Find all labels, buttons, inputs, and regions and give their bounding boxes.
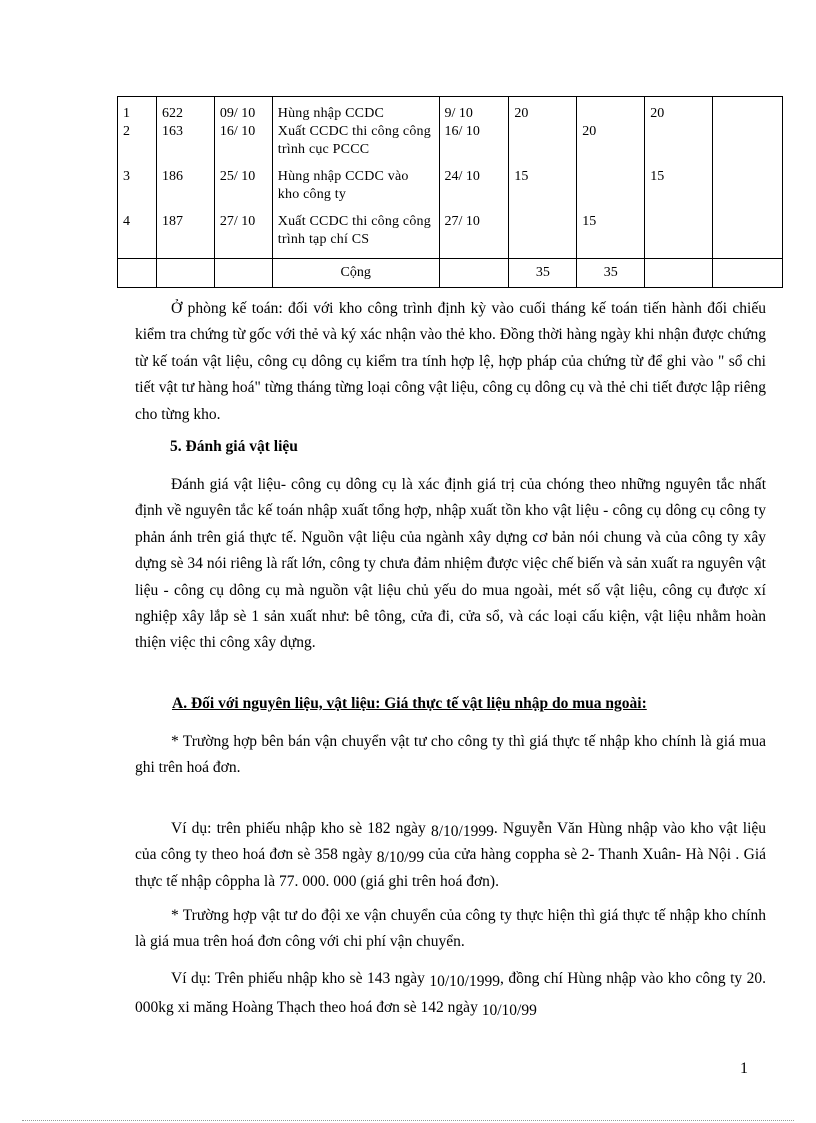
cell-stock: [645, 213, 713, 259]
cell-desc: Hùng nhập CCDC: [272, 97, 439, 124]
total-label: Cộng: [272, 259, 439, 288]
footer-divider: [22, 1120, 794, 1121]
cell-note: [713, 213, 783, 259]
text: của cửa hàng coppha sè 2- Thanh Xuân- Hà Nội . Giá thực tế nhập côppha là 77. 000. 000 (giá ghi trên hoá đơn).: [135, 846, 767, 890]
cell-out: 20: [577, 123, 645, 168]
cell-desc: Xuất CCDC thi công công trình tạp chí CS: [272, 213, 439, 259]
cell-in: [509, 123, 577, 168]
cell-date2: 27/ 10: [439, 213, 509, 259]
paragraph-example-1: [135, 816, 766, 895]
date: 8/10/1999: [430, 823, 494, 840]
table-row: [118, 123, 783, 168]
paragraph-example-2: [135, 964, 766, 1022]
cell-doc: 187: [156, 213, 214, 259]
text: Ví dụ: trên phiếu nhập kho sè 182 ngày: [171, 820, 431, 837]
section-heading-a: A. Đối với nguyên liệu, vật liệu: Giá thực tế vật liệu nhập do mua ngoài:: [172, 695, 647, 712]
total-out: 35: [577, 259, 645, 288]
total-in: 35: [509, 259, 577, 288]
cell-date2: 9/ 10: [439, 97, 509, 124]
cell-desc: Hùng nhập CCDC vào kho công ty: [272, 168, 439, 213]
cell-date: 09/ 10: [214, 97, 272, 124]
cell-stock: 20: [645, 97, 713, 124]
cell-empty: [645, 259, 713, 288]
text: . Nguyễn Văn Hùng nhập vào kho vật liệu của công ty theo hoá đơn sè 358 ngày: [135, 820, 767, 864]
cell-out: [577, 97, 645, 124]
cell-no: 2: [118, 123, 157, 168]
text: Ví dụ: Trên phiếu nhập kho sè 143 ngày: [171, 970, 430, 987]
cell-no: 3: [118, 168, 157, 213]
inventory-ledger-table: [117, 96, 783, 288]
cell-doc: 622: [156, 97, 214, 124]
table-row: [118, 213, 783, 259]
paragraph-seller-transport: * Trường hợp bên bán vận chuyển vật tư cho công ty thì giá thực tế nhập kho chính là giá mua ghi trên hoá đơn.: [135, 733, 766, 777]
cell-date: 16/ 10: [214, 123, 272, 168]
cell-in: 15: [509, 168, 577, 213]
date: 10/10/1999: [429, 973, 500, 990]
table-row: [118, 168, 783, 213]
cell-empty: [214, 259, 272, 288]
cell-out: 15: [577, 213, 645, 259]
page-number: 1: [740, 1060, 748, 1077]
paragraph-accounting-office: Ở phòng kế toán: đối với kho công trình định kỳ vào cuối tháng kế toán tiến hành đối chiếu kiểm tra chứng từ gốc với thẻ và ký xác nhận vào thẻ kho. Đồng thời hàng ngày khi nhận được chứng từ kế toán vật liệu, công cụ dông cụ kiểm tra tính hợp lệ, hợp pháp của chứng từ để ghi vào " sổ chi tiết vật tư hàng hoá" từng tháng từng loại công vật liệu, công cụ dông cụ và thẻ chi tiết được lập riêng cho từng kho.: [135, 300, 766, 423]
cell-in: [509, 213, 577, 259]
cell-no: 1: [118, 97, 157, 124]
section-heading-5: 5. Đánh giá vật liệu: [170, 438, 298, 455]
date: 8/10/99: [376, 849, 425, 867]
cell-date: 25/ 10: [214, 168, 272, 213]
cell-stock: [645, 123, 713, 168]
cell-doc: 186: [156, 168, 214, 213]
cell-date2: 24/ 10: [439, 168, 509, 213]
text: , đồng chí Hùng nhập vào kho công ty 20. 000kg xi măng Hoàng Thạch theo hoá đơn sè 142 ngày: [135, 970, 766, 1016]
paragraph-material-valuation: Đánh giá vật liệu- công cụ dông cụ là xác định giá trị của chóng theo những nguyên tắc nhất định về nguyên tắc kế toán nhập xuất tổng hợp, nhập xuất tồn kho vật liệu - công cụ dông cụ công ty phản ánh trên giá thực tế. Nguồn vật liệu của ngành xây dựng cơ bản nói chung và của công ty xây dựng sè 34 nói riêng là rất lớn, công ty chưa đảm nhiệm được việc chế biến và sản xuất ra nguyên vật liệu - công cụ dông cụ mà nguồn vật liệu chủ yếu do mua ngoài, mét số vật liệu, công cụ được xí nghiệp xây lắp sè 1 sản xuất như: bê tông, cửa đi, cửa sổ, và các loại cấu kiện, vật liệu nhằm hoàn thiện việc thi công xây dựng.: [135, 476, 766, 652]
cell-note: [713, 168, 783, 213]
cell-doc: 163: [156, 123, 214, 168]
table-row: [118, 97, 783, 124]
paragraph-company-transport: * Trường hợp vật tư do đội xe vận chuyển của công ty thực hiện thì giá thực tế nhập kho chính là giá mua trên hoá đơn công với chi phí vận chuyển.: [135, 907, 766, 951]
cell-desc: Xuất CCDC thi công công trình cục PCCC: [272, 123, 439, 168]
cell-note: [713, 97, 783, 124]
date: 10/10/99: [481, 1002, 537, 1019]
cell-stock: 15: [645, 168, 713, 213]
cell-note: [713, 123, 783, 168]
cell-date: 27/ 10: [214, 213, 272, 259]
cell-empty: [439, 259, 509, 288]
cell-empty: [713, 259, 783, 288]
cell-date2: 16/ 10: [439, 123, 509, 168]
cell-empty: [118, 259, 157, 288]
cell-no: 4: [118, 213, 157, 259]
table-total-row: [118, 259, 783, 288]
cell-in: 20: [509, 97, 577, 124]
cell-out: [577, 168, 645, 213]
cell-empty: [156, 259, 214, 288]
